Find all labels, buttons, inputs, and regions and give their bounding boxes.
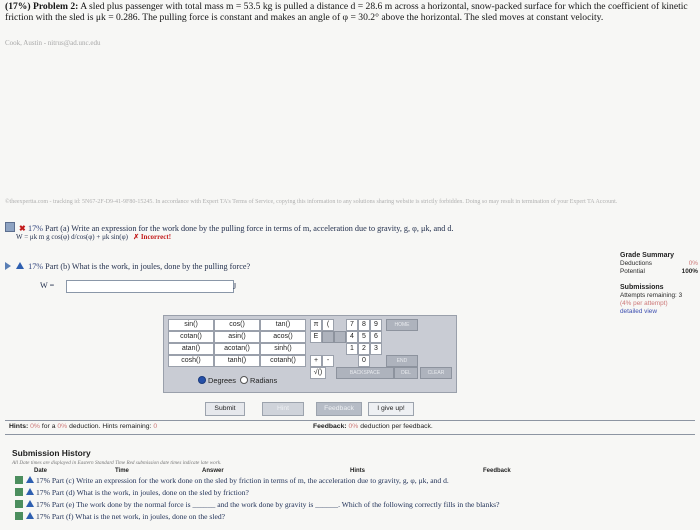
- part-b-var: W =: [40, 281, 55, 290]
- warning-icon: [26, 500, 34, 507]
- part-b-pct: 17%: [28, 262, 44, 271]
- backspace-button[interactable]: BACKSPACE: [336, 367, 394, 379]
- part-b-question: What is the work, in joules, done by the pulling force?: [71, 262, 251, 271]
- cosh-button[interactable]: cosh(): [168, 355, 214, 367]
- checkbox-icon: [15, 500, 23, 508]
- problem-weight: (17%): [5, 1, 31, 12]
- cotan-button[interactable]: cotan(): [168, 331, 214, 343]
- list-item[interactable]: 17% Part (f) What is the net work, in joules, done on the sled?: [15, 512, 225, 521]
- checkbox-icon: [15, 512, 23, 520]
- feedback-info: Feedback: 0% deduction per feedback.: [313, 423, 433, 430]
- key-9[interactable]: 9: [370, 319, 382, 331]
- divider: [5, 420, 695, 421]
- part-a-pct: 17%: [27, 224, 43, 233]
- submission-history-title: Submission History: [12, 448, 91, 458]
- checkbox-icon: [15, 476, 23, 484]
- part-a-status: ✗ Incorrect!: [133, 233, 172, 241]
- author-line: Cook, Austin - nitrus@ad.unc.edu: [5, 39, 101, 47]
- list-item[interactable]: 17% Part (d) What is the work, in joules, done on the sled by friction?: [15, 488, 249, 497]
- submit-button[interactable]: Submit: [205, 402, 245, 416]
- part-a-header[interactable]: [5, 222, 454, 233]
- col-hints: Hints: [350, 468, 365, 474]
- key-1[interactable]: 1: [346, 343, 358, 355]
- plus-button[interactable]: +: [310, 355, 322, 367]
- grade-summary: [620, 252, 698, 316]
- col-time: Time: [115, 468, 129, 474]
- per-attempt: (4% per attempt): [620, 300, 668, 307]
- hints-info: Hints: 0% for a 0% deduction. Hints remaining: 0: [9, 423, 158, 430]
- attempts-remaining: Attempts remaining: 3: [620, 292, 683, 299]
- feedback-button[interactable]: Feedback: [316, 402, 362, 416]
- clear-button[interactable]: CLEAR: [420, 367, 452, 379]
- key-0[interactable]: 0: [358, 355, 370, 367]
- acotan-button[interactable]: acotan(): [214, 343, 260, 355]
- give-up-button[interactable]: I give up!: [368, 402, 414, 416]
- key-5[interactable]: 5: [358, 331, 370, 343]
- unit-label: J: [233, 282, 237, 291]
- key-8[interactable]: 8: [358, 319, 370, 331]
- home-button[interactable]: HOME: [386, 319, 418, 331]
- key-6[interactable]: 6: [370, 331, 382, 343]
- key-2[interactable]: 2: [358, 343, 370, 355]
- sinh-button[interactable]: sinh(): [260, 343, 306, 355]
- part-a-answer-row: [16, 233, 171, 241]
- warning-icon: [26, 476, 34, 483]
- part-b-header[interactable]: [5, 262, 250, 271]
- detailed-view-link[interactable]: detailed view: [620, 308, 657, 315]
- part-b-label: Part (b): [45, 262, 70, 271]
- atan-button[interactable]: atan(): [168, 343, 214, 355]
- pi-button[interactable]: π: [310, 319, 322, 331]
- warning-icon: [26, 512, 34, 519]
- part-a-answer: W = μk m g cos(φ) d/cos(φ) + μk sin(φ): [16, 233, 128, 241]
- potential-value: 100%: [681, 268, 698, 275]
- power-button[interactable]: [334, 331, 346, 343]
- x-mark-icon: ✖: [19, 224, 26, 233]
- key-7[interactable]: 7: [346, 319, 358, 331]
- e-button[interactable]: E: [310, 331, 322, 343]
- potential-row: Potential 100%: [620, 268, 698, 275]
- part-a-question: Write an expression for the work done by the pulling force in terms of m, acceleration due to gravity, g, φ, μk, and d.: [71, 224, 454, 233]
- tracking-watermark: ©theexpertta.com - tracking id: 5N67-2F-D9-41-9F80-15245. In accordance with Expert TA's Terms of Service, copying this information to any solutions sharing website is strictly forbidden. Doing so may result in termination of your Expert TA Account.: [5, 199, 618, 205]
- problem-label: Problem 2:: [32, 1, 79, 12]
- answer-input[interactable]: [66, 280, 237, 293]
- radians-radio[interactable]: [240, 376, 248, 384]
- del-button[interactable]: DEL: [394, 367, 418, 379]
- warning-icon: [26, 488, 34, 495]
- history-note: All Date times are displayed in Eastern Standard Time Red submission date times indicate late work.: [12, 460, 222, 466]
- problem-text: A sled plus passenger with total mass m = 53.5 kg is pulled a distance d = 28.6 m across a horizontal, snow-packed surface for which the coefficient of kinetic friction with the sled is μk = 0.286. The pulling force is constant and makes an angle of φ = 30.2° above the horizontal. The sled moves at constant velocity.: [5, 1, 688, 23]
- acos-button[interactable]: acos(): [260, 331, 306, 343]
- hint-button[interactable]: Hint: [262, 402, 304, 416]
- minus-button[interactable]: -: [322, 355, 334, 367]
- end-button[interactable]: END: [386, 355, 418, 367]
- deductions-value: 0%: [688, 260, 698, 267]
- tanh-button[interactable]: tanh(): [214, 355, 260, 367]
- key-4[interactable]: 4: [346, 331, 358, 343]
- action-buttons: [0, 402, 700, 414]
- open-paren-button[interactable]: (: [322, 319, 334, 331]
- cotanh-button[interactable]: cotanh(): [260, 355, 306, 367]
- checkbox-icon: [15, 488, 23, 496]
- angle-mode: [198, 376, 277, 385]
- key-3[interactable]: 3: [370, 343, 382, 355]
- part-a-label: Part (a): [45, 224, 70, 233]
- checkbox-icon: [5, 222, 15, 232]
- problem-statement: [5, 1, 695, 23]
- expand-arrow-icon: [5, 262, 11, 270]
- col-feedback: Feedback: [483, 468, 511, 474]
- tan-button[interactable]: tan(): [260, 319, 306, 331]
- warning-icon: [16, 262, 24, 269]
- grade-summary-title: Grade Summary: [620, 252, 675, 259]
- sin-button[interactable]: sin(): [168, 319, 214, 331]
- col-answer: Answer: [202, 468, 224, 474]
- list-item[interactable]: 17% Part (e) The work done by the normal force is ______ and the work done by gravity is ______. Which of the following correctly fills in the blanks?: [15, 500, 499, 509]
- deductions-row: Deductions 0%: [620, 260, 698, 267]
- asin-button[interactable]: asin(): [214, 331, 260, 343]
- sqrt-button[interactable]: √(): [310, 367, 326, 379]
- caret-button[interactable]: [322, 331, 334, 343]
- col-date: Date: [34, 468, 48, 474]
- divider: [5, 434, 695, 435]
- degrees-radio[interactable]: [198, 376, 206, 384]
- submissions-title: Submissions: [620, 284, 664, 291]
- list-item[interactable]: 17% Part (c) Write an expression for the work done on the sled by friction in terms of m, the acceleration due to gravity, g, φ, μk, and d.: [15, 476, 449, 485]
- radians-label: Radians: [250, 376, 278, 385]
- degrees-label: Degrees: [208, 376, 236, 385]
- equation-keypad: [163, 315, 457, 393]
- cos-button[interactable]: cos(): [214, 319, 260, 331]
